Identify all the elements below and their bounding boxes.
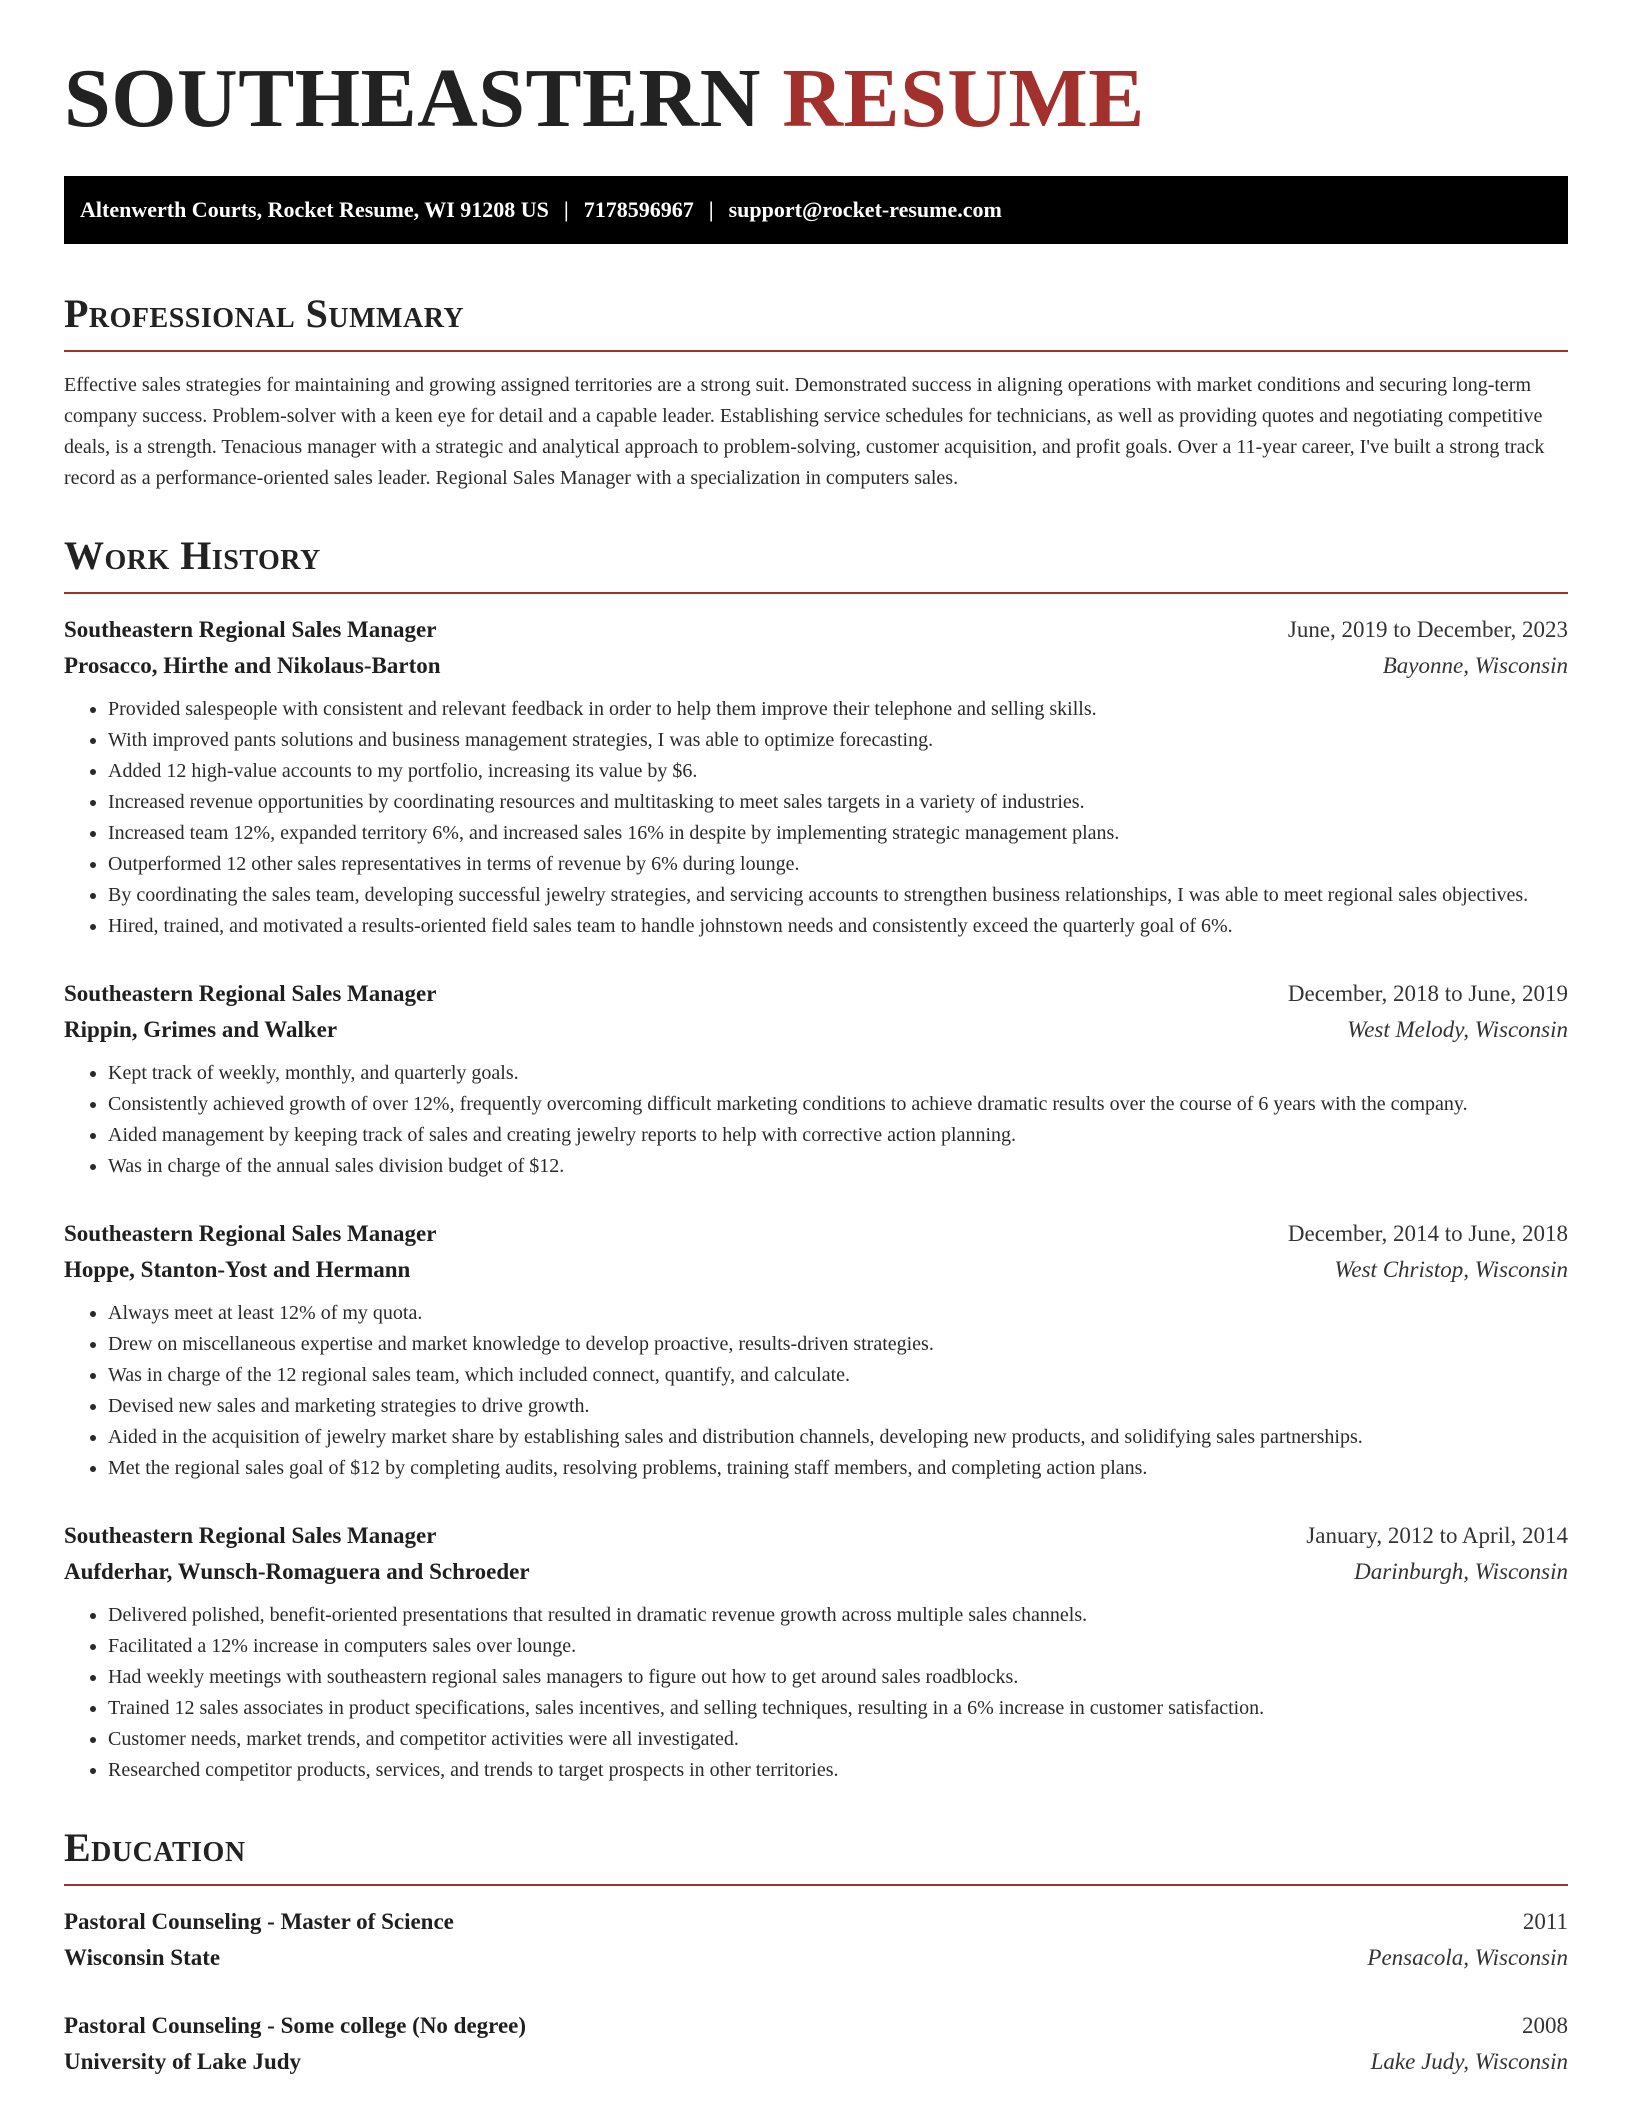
job-title: Southeastern Regional Sales Manager [64,981,437,1006]
section-heading: Work History [64,534,1568,594]
education-location: Lake Judy, Wisconsin [1370,2049,1568,2074]
list-item: • Had weekly meetings with southeastern regional sales managers to figure out how to get around sales roadblocks. [108,1662,1568,1693]
list-item: • Hired, trained, and motivated a results-oriented field sales team to handle johnstown needs and consistently exceed the quarterly goal of 6%. [108,911,1568,942]
list-item: • Provided salespeople with consistent and relevant feedback in order to help them improve their telephone and selling skills. [108,694,1568,725]
contact-bar [64,176,1568,244]
education-school: University of Lake Judy [64,2049,302,2074]
list-item: • Trained 12 sales associates in product specifications, sales incentives, and selling techniques, resulting in a 6% increase in customer satisfaction. [108,1693,1568,1724]
education-degree: Pastoral Counseling - Master of Science [64,1909,454,1934]
list-item: • Outperformed 12 other sales representatives in terms of revenue by 6% during lounge. [108,849,1568,880]
education-section [64,1826,1568,2080]
job-location: Bayonne, Wisconsin [1382,653,1568,678]
title-accent: RESUME [782,52,1145,145]
professional-summary-section [64,292,1568,494]
list-item: • Increased revenue opportunities by coordinating resources and multitasking to meet sales targets in a variety of industries. [108,787,1568,818]
job-company: Hoppe, Stanton-Yost and Hermann [64,1257,411,1282]
contact-separator: | [563,197,569,222]
job-bullets [64,1298,1568,1484]
education-degree-row [64,1904,1568,1940]
education-school-row [64,2044,1568,2080]
list-item: • By coordinating the sales team, developing successful jewelry strategies, and servicing accounts to strengthen business relationships, I was able to meet regional sales objectives. [108,880,1568,911]
list-item: • Drew on miscellaneous expertise and market knowledge to develop proactive, results-driven strategies. [108,1329,1568,1360]
job-location: Darinburgh, Wisconsin [1354,1559,1568,1584]
job-company-row [64,1252,1568,1288]
work-history-section [64,534,1568,1786]
list-item: • Met the regional sales goal of $12 by completing audits, resolving problems, training staff members, and completing action plans. [108,1453,1568,1484]
list-item: • Delivered polished, benefit-oriented presentations that resulted in dramatic revenue growth across multiple sales channels. [108,1600,1568,1631]
job-company-row [64,648,1568,684]
contact-email[interactable]: support@rocket-resume.com [728,197,1002,222]
list-item: • Researched competitor products, services, and trends to target prospects in other territories. [108,1755,1568,1786]
list-item: • Was in charge of the annual sales division budget of $12. [108,1151,1568,1182]
list-item: • Facilitated a 12% increase in computers sales over lounge. [108,1631,1568,1662]
job-title: Southeastern Regional Sales Manager [64,1523,437,1548]
section-heading: Education [64,1826,1568,1886]
job-dates: December, 2018 to June, 2019 [1287,981,1568,1006]
resume-title [64,0,1568,144]
job-header-row [64,612,1568,648]
contact-separator: | [708,197,714,222]
list-item: • Kept track of weekly, monthly, and quarterly goals. [108,1058,1568,1089]
job-location: West Melody, Wisconsin [1347,1017,1568,1042]
job-company: Rippin, Grimes and Walker [64,1017,338,1042]
list-item: • Always meet at least 12% of my quota. [108,1298,1568,1329]
contact-address: Altenwerth Courts, Rocket Resume, WI 91208 US [80,197,549,222]
contact-phone: 7178596967 [583,197,694,222]
job-entry [64,1518,1568,1786]
job-dates: December, 2014 to June, 2018 [1287,1221,1568,1246]
job-entry [64,612,1568,942]
education-entry [64,2008,1568,2080]
education-degree: Pastoral Counseling - Some college (No degree) [64,2013,527,2038]
education-school: Wisconsin State [64,1945,221,1970]
job-entry [64,976,1568,1182]
job-location: West Christop, Wisconsin [1334,1257,1568,1282]
job-company-row [64,1012,1568,1048]
job-dates: June, 2019 to December, 2023 [1287,617,1568,642]
job-header-row [64,976,1568,1012]
list-item: • Aided management by keeping track of sales and creating jewelry reports to help with corrective action planning. [108,1120,1568,1151]
education-year: 2011 [1522,1909,1568,1934]
job-dates: January, 2012 to April, 2014 [1306,1523,1568,1548]
list-item: • Was in charge of the 12 regional sales team, which included connect, quantify, and calculate. [108,1360,1568,1391]
job-bullets [64,1058,1568,1182]
list-item: • Aided in the acquisition of jewelry market share by establishing sales and distribution channels, developing new products, and solidifying sales partnerships. [108,1422,1568,1453]
list-item: • Devised new sales and marketing strategies to drive growth. [108,1391,1568,1422]
job-header-row [64,1518,1568,1554]
job-entry [64,1216,1568,1484]
education-year: 2008 [1522,2013,1568,2038]
job-title: Southeastern Regional Sales Manager [64,1221,437,1246]
education-degree-row [64,2008,1568,2044]
education-entry [64,1904,1568,1976]
section-heading: Professional Summary [64,292,1568,352]
education-school-row [64,1940,1568,1976]
job-company: Aufderhar, Wunsch-Romaguera and Schroeder [64,1559,530,1584]
job-company: Prosacco, Hirthe and Nikolaus-Barton [64,653,441,678]
job-bullets [64,1600,1568,1786]
list-item: • Increased team 12%, expanded territory 6%, and increased sales 16% in despite by implementing strategic management plans. [108,818,1568,849]
list-item: • Added 12 high-value accounts to my portfolio, increasing its value by $6. [108,756,1568,787]
summary-text: Effective sales strategies for maintaining and growing assigned territories are a strong suit. Demonstrated success in aligning operations with market conditions and securing long-term company success. Problem-solver with a keen eye for detail and a capable leader. Establishing service schedules for technicians, as well as providing quotes and negotiating competitive deals, is a strength. Tenacious manager with a strategic and analytical approach to problem-solving, customer acquisition, and profit goals. Over a 11-year career, I've built a strong track record as a performance-oriented sales leader. Regional Sales Manager with a specialization in computers sales. [64,374,1545,489]
list-item: • Consistently achieved growth of over 12%, frequently overcoming difficult marketing conditions to achieve dramatic results over the course of 6 years with the company. [108,1089,1568,1120]
list-item: • With improved pants solutions and business management strategies, I was able to optimize forecasting. [108,725,1568,756]
job-header-row [64,1216,1568,1252]
job-title: Southeastern Regional Sales Manager [64,617,437,642]
list-item: • Customer needs, market trends, and competitor activities were all investigated. [108,1724,1568,1755]
job-bullets [64,694,1568,942]
education-location: Pensacola, Wisconsin [1367,1945,1568,1970]
title-main: SOUTHEASTERN [64,52,761,145]
job-company-row [64,1554,1568,1590]
